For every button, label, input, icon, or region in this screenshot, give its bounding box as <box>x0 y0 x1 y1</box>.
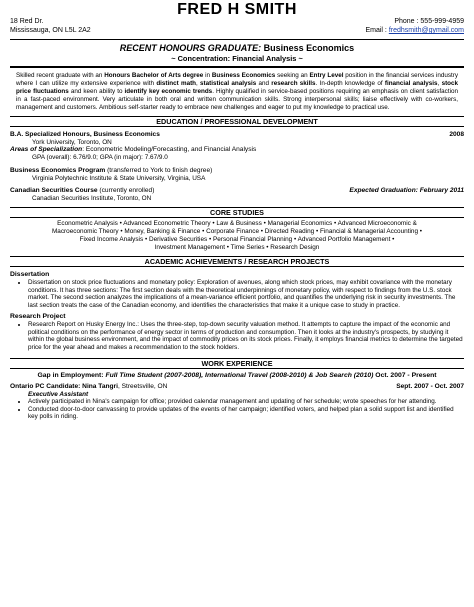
program-row <box>10 167 464 175</box>
address-line-1: 18 Red Dr. <box>10 18 44 25</box>
phone-number: 555-999-4959 <box>420 18 464 25</box>
core-studies-line: Fixed Income Analysis • Derivative Securities • Personal Financial Planning • Advanced Portfolio Management • <box>79 235 395 243</box>
job-title: Executive Assistant <box>28 390 89 398</box>
email-link[interactable]: fredhsmith@gymail.com <box>388 27 464 34</box>
areas-label: Areas of Specialization <box>10 146 83 154</box>
candidate-name: FRED H SMITH <box>177 1 297 18</box>
summary-paragraph <box>16 72 458 112</box>
email-label: Email : <box>365 27 387 34</box>
program-note: (transferred to York to finish degree) <box>105 166 213 174</box>
course-title: Canadian Securities Course <box>10 187 98 195</box>
address-line-2: Mississauga, ON L5L 2A2 <box>10 27 91 34</box>
education-section <box>10 131 464 203</box>
summary-text: seeking an <box>275 72 310 79</box>
gpa-line: GPA (overall): 6.76/9.0; GPA (in major): 7.67/9.0 <box>32 154 168 162</box>
summary-text: , <box>196 79 201 87</box>
degree-row <box>10 131 464 139</box>
contact-block <box>10 17 464 39</box>
course-school: Canadian Securities Institute, Toronto, ON <box>32 195 152 203</box>
gap-dates: Oct. 2007 - Present <box>373 371 437 379</box>
address-block <box>10 17 91 35</box>
program-school: Virginia Polytechnic Institute & State University, Virginia, USA <box>32 174 206 182</box>
summary-text: Skilled recent graduate with an <box>16 72 105 79</box>
summary-emphasis: research skills <box>271 79 316 87</box>
work-heading: WORK EXPERIENCE <box>10 358 464 369</box>
summary-text: and keen ability to <box>68 87 125 95</box>
summary-emphasis: identify key economic trends <box>124 87 213 95</box>
areas-value: : Econometric Modeling/Forecasting, and Financial Analysis <box>82 146 257 154</box>
concentration-line: ~ Concentration: Financial Analysis ~ <box>171 54 303 63</box>
job-row <box>10 383 464 391</box>
degree-year: 2008 <box>449 130 464 138</box>
dissertation-list <box>10 279 464 309</box>
core-studies-line: Macroeconomic Theory • Money, Banking & Finance • Corporate Finance • Directed Reading • Financial & Managerial Accounting • <box>51 227 423 235</box>
program-title: Business Economics Program <box>10 166 106 174</box>
job-name: Nina Tangri <box>80 382 118 390</box>
education-heading: EDUCATION / PROFESSIONAL DEVELOPMENT <box>10 116 464 127</box>
job-bullet: • Conducted door-to-door canvassing to provide updates of the events of her campaign; identified voters, and helped plan a solid support list and identified key polls in riding. <box>28 406 464 421</box>
job-bullets <box>10 398 464 421</box>
header-divider <box>10 39 464 40</box>
summary-emphasis: stock price fluctuations <box>16 79 459 95</box>
headline-field: Business Economics <box>263 43 355 53</box>
dissertation-title: Dissertation <box>10 270 50 278</box>
degree-title: B.A. Specialized Honours, Business Economics <box>10 130 160 138</box>
gap-in-employment <box>10 371 464 380</box>
areas-row <box>10 146 464 154</box>
course-expected: Expected Graduation: February 2011 <box>349 187 464 195</box>
headline-title: RECENT HONOURS GRADUATE: <box>119 43 262 53</box>
summary-emphasis: statistical analysis <box>200 79 257 87</box>
summary-text: in <box>203 72 212 79</box>
core-studies-line: Investment Management • Time Series • Research Design <box>154 243 320 251</box>
phone-label: Phone : <box>394 18 419 25</box>
dissertation-item: • Dissertation on stock price fluctuations and monetary policy: Exploration of avenues, along which stock prices, may exhibit covariance with the monetary conditions. It has three sections: The first section deals with the theoretical underpinnings of monetary policy, with respect to findings from the U.S. stock market. The second section analyzes the implications of a mean-variance efficient portfolio, and quantifies the underlying risk in security investments. The last section treats the case of the Canadian economy, and identifies the characteristics that make it a unique case to study in practice. <box>28 279 464 309</box>
job-dates: Sept. 2007 - Oct. 2007 <box>396 382 464 390</box>
gap-label: Gap in Employment: <box>37 371 104 379</box>
summary-text: . In-depth knowledge of <box>315 79 385 87</box>
core-studies-line: Econometric Analysis • Advanced Econometric Theory • Law & Business • Managerial Economics • Advanced Microeconomic & <box>57 219 417 227</box>
summary-text: position in the financial services industry where I can utilize my extensive experience with <box>16 72 458 87</box>
course-row <box>10 187 464 195</box>
summary-text: , <box>437 79 442 87</box>
summary-emphasis: Business Economics <box>211 72 276 79</box>
gap-value: Full Time Student (2007-2008), International Travel (2008-2010) & Job Search (2010) <box>103 371 374 379</box>
research-title: Research Project <box>10 313 66 321</box>
research-list <box>10 321 464 351</box>
summary-text: . Highly qualified in service-based positions requiring an emphasis on client satisfaction in a fast-paced environment. Very articulate in both oral and written communication skills. Strong interpersonal skills; liaise effectively with co-workers, management and customers. Ambitious self-starter ready to embrace new challenges and eager to put my knowledge to practical use. <box>16 87 458 111</box>
headline <box>10 43 464 54</box>
job-org: Ontario PC Candidate: <box>10 382 81 390</box>
research-item: • Research Report on Husky Energy Inc.: Uses the three-step, top-down security valuation method. It attempts to capture the impact of the economic and political conditions on the performance of energy sector in terms of production and consumption. Then it looks at the industry's prospects, by studying it within the global business environment, and the impact of commodity prices on its stock prices. Finally, it employs financial metrics to determine the targeted price for the year ahead and makes a recommendation to the stock holders. <box>28 321 464 351</box>
core-studies-heading: CORE STUDIES <box>10 207 464 218</box>
course-note: (currently enrolled) <box>97 187 155 195</box>
phone-line <box>365 17 464 26</box>
summary-emphasis: Honours Bachelor of Arts degree <box>104 72 204 79</box>
core-studies-list <box>10 220 464 252</box>
job-bullet: • Actively participated in Nina's campaign for office; provided calendar management and updating of her schedule; wrote speeches for her attending. <box>28 398 464 406</box>
job-location: , Streetsville, ON <box>117 382 168 390</box>
summary-text: and <box>256 79 272 87</box>
degree-school: York University, Toronto, ON <box>32 138 112 146</box>
academic-heading: ACADEMIC ACHIEVEMENTS / RESEARCH PROJECTS <box>10 256 464 267</box>
email-line <box>365 26 464 35</box>
summary-emphasis: distinct math <box>156 79 197 87</box>
summary-emphasis: Entry Level <box>309 72 344 79</box>
summary-emphasis: financial analysis <box>384 79 438 87</box>
phone-email-block <box>365 17 464 35</box>
headline-divider <box>10 66 464 68</box>
